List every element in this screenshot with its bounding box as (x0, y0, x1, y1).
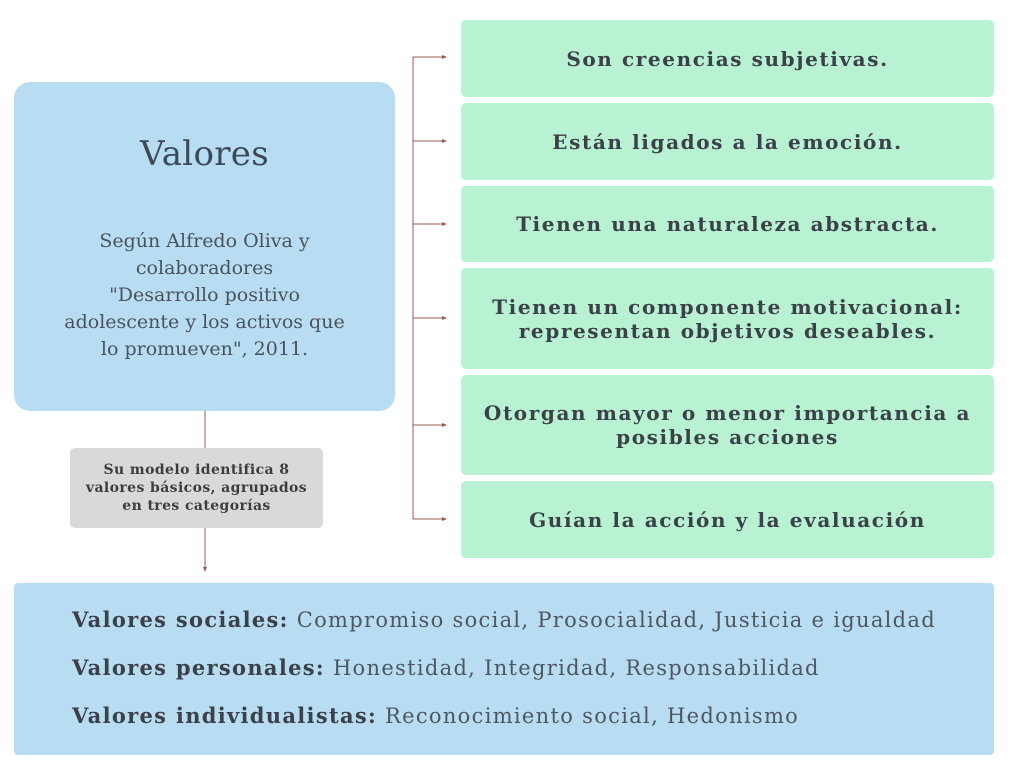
category-line-social (72, 607, 972, 632)
category-values: Honestidad, Integridad, Responsabilidad (332, 656, 820, 680)
arrowhead-2 (442, 139, 447, 143)
category-name: Valores personales: (72, 655, 325, 680)
note-box: Su modelo identifica 8 valores básicos, agrupados en tres categorías (70, 448, 323, 528)
arrowhead-3 (442, 222, 447, 226)
characteristic-box-5: Otorgan mayor o menor importancia a posibles acciones (461, 375, 994, 475)
characteristic-box-1: Son creencias subjetivas. (461, 20, 994, 97)
arrowhead-4 (442, 316, 447, 320)
arrowhead-6 (442, 517, 447, 521)
characteristic-box-6: Guían la acción y la evaluación (461, 481, 994, 558)
main-title: Valores (140, 134, 269, 174)
category-values: Compromiso social, Prosocialidad, Justicia e igualdad (296, 608, 936, 632)
arrowhead-down (203, 567, 207, 572)
characteristic-box-3: Tienen una naturaleza abstracta. (461, 186, 994, 262)
arrowhead-1 (442, 55, 447, 59)
category-name: Valores sociales: (72, 607, 289, 632)
category-line-individualist (72, 703, 972, 728)
characteristic-box-4: Tienen un componente motivacional: representan objetivos deseables. (461, 268, 994, 369)
category-name: Valores individualistas: (72, 703, 378, 728)
category-values: Reconocimiento social, Hedonismo (385, 704, 800, 728)
arrowhead-5 (442, 423, 447, 427)
main-description: Según Alfredo Oliva y colaboradores "Desarrollo positivo adolescente y los activos que lo promueven", 2011. (64, 230, 345, 360)
characteristic-box-2: Están ligados a la emoción. (461, 103, 994, 180)
category-line-personal (72, 655, 972, 680)
